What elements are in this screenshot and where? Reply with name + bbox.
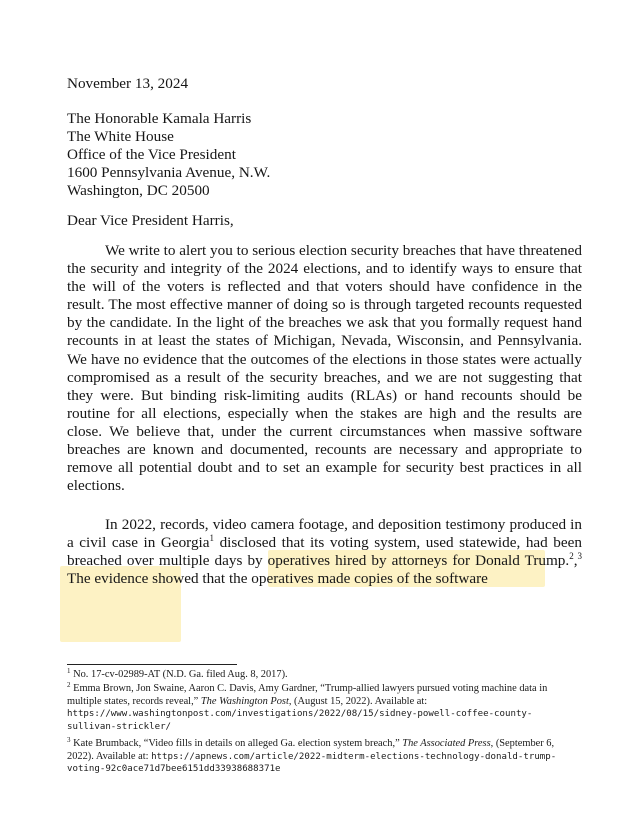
paragraph-text: disclosed that its voting system, used statewide, had been breached over multiple days by operatives hired by attorneys for Donald Trump. xyxy=(67,534,582,570)
recipient-address xyxy=(67,110,582,200)
address-line: Washington, DC 20500 xyxy=(67,182,210,200)
salutation: Dear Vice President Harris, xyxy=(67,212,234,229)
address-line: Office of the Vice President xyxy=(67,146,236,164)
footnote-ref[interactable]: 1 xyxy=(209,533,215,544)
footnote-separator: , xyxy=(573,552,578,570)
address-line: The Honorable Kamala Harris xyxy=(67,110,252,127)
footnote-ref[interactable]: 2 xyxy=(569,551,574,562)
footnote-date: , (September 6, 2022). Available at: xyxy=(67,738,555,762)
footnote-number: 3 xyxy=(67,736,71,744)
footnote-text: Kate Brumback, “Video fills in details on alleged Ga. election system breach,” xyxy=(73,738,400,749)
footnote-text: No. 17-cv-02989-AT (N.D. Ga. filed Aug. 8, 2017). xyxy=(73,669,288,680)
footnote-text: Emma Brown, Jon Swaine, Aaron C. Davis, Amy Gardner, “Trump-allied lawyers pursued voting machine data in multiple states, records reveal,” xyxy=(67,683,548,707)
paragraph-text: In 2022, records, video camera footage, and deposition testimony produced in a civil case in Georgia xyxy=(67,516,582,552)
paragraph-text: The evidence showed that the operatives made copies of the software xyxy=(67,570,488,588)
footnote-divider xyxy=(67,664,237,665)
footnote-number: 2 xyxy=(67,681,71,689)
footnote-number: 1 xyxy=(67,667,71,675)
footnote xyxy=(67,669,567,682)
footnote-source: The Washington Post xyxy=(200,695,289,707)
letter-date: November 13, 2024 xyxy=(67,75,189,92)
footnote-date: , (August 15, 2022). Available at: xyxy=(288,695,428,707)
address-line: The White House xyxy=(67,128,174,146)
address-line: 1600 Pennsylvania Avenue, N.W. xyxy=(67,164,271,182)
footnote-source: The Associated Press xyxy=(402,738,491,749)
body-paragraph: We write to alert you to serious election security breaches that have threatened the security and integrity of the 2024 elections, and to identify ways to ensure that the will of the voters is reflected and that voters should have confidence in the result. The most effective manner of doing so is through targeted recounts requested by the candidate. In the light of the breaches we ask that you formally request hand recounts in at least the states of Michigan, Nevada, Wisconsin, and Pennsylvania. We have no evidence that the outcomes of the elections in those states were actually compromised as a result of the security breaches, and we are not suggesting that they were. But binding risk-limiting audits (RLAs) or hand recounts should be routine for all elections, especially when the stakes are high and the results are close. We believe that, under the current circumstances when massive software breaches are known and documented, recounts are necessary and appropriate to remove all potential doubt and to set an example for security best practices in all elections. xyxy=(67,242,582,495)
body-paragraph xyxy=(67,516,582,588)
footnote-link[interactable]: https://apnews.com/article/2022-midterm-elections-technology-donald-trump-voting-92c0ace71d7bee6151dd33938688371e xyxy=(67,751,557,775)
footnote-ref[interactable]: 3 xyxy=(577,551,582,562)
footnote xyxy=(67,738,567,776)
footnote xyxy=(67,683,567,733)
footnote-link[interactable]: https://www.washingtonpost.com/investigations/2022/08/15/sidney-powell-coffee-county-sullivan-strickler/ xyxy=(67,709,533,732)
